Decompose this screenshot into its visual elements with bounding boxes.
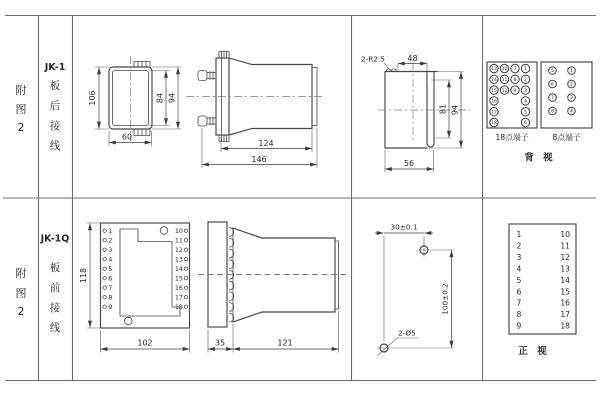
terminal-number: 13 xyxy=(491,67,497,73)
fig-label-char: 图 xyxy=(15,103,27,116)
table-cell: 17 xyxy=(560,310,570,320)
dim-text: 146 xyxy=(251,155,267,164)
fig-label-char: 附 xyxy=(15,267,27,280)
dim-extension xyxy=(384,236,424,341)
table-cell: 18 xyxy=(560,321,570,331)
terminal-number: 16 xyxy=(174,283,183,292)
terminal-number: 6 xyxy=(551,82,554,88)
terminal-dot xyxy=(103,258,106,261)
terminal-number: 1 xyxy=(524,67,527,73)
dim-text: 100±0.2 xyxy=(440,283,450,315)
terminal-diagram-18 xyxy=(487,62,537,142)
terminal-number: 9 xyxy=(108,302,113,311)
terminal-number: 3 xyxy=(524,88,527,94)
dim-text: 48 xyxy=(407,54,418,63)
terminal-dot xyxy=(184,296,187,299)
mounting-screw-shaft xyxy=(207,117,216,125)
terminal-number: 7 xyxy=(551,96,554,102)
dim-text: 81 xyxy=(438,103,448,115)
table-cell: 1 xyxy=(516,230,522,239)
terminal-number: 8 xyxy=(551,109,554,115)
radius-note: 2-R2.5 xyxy=(361,54,385,64)
wiring-label-char: 前 xyxy=(49,282,61,294)
terminal-dot xyxy=(103,239,106,242)
terminal-dot xyxy=(103,277,106,280)
terminal-number: 17 xyxy=(174,293,183,302)
table-cell: 13 xyxy=(560,264,570,274)
dim-text: 121 xyxy=(277,338,293,348)
dim-extension xyxy=(398,64,427,72)
table-cell: 14 xyxy=(560,275,570,285)
terminal-number: 6 xyxy=(524,121,527,127)
terminal-dot xyxy=(103,229,106,232)
dim-text: 35 xyxy=(214,338,226,348)
slot-foot xyxy=(427,141,434,148)
terminal-number: 17 xyxy=(491,110,497,116)
table-cell: 4 xyxy=(516,264,522,274)
mounting-hole xyxy=(160,227,168,235)
mounting-screw-shaft xyxy=(207,72,216,80)
terminal-number: 11 xyxy=(174,236,183,245)
note-leader xyxy=(378,338,419,356)
terminal-dot xyxy=(184,286,187,289)
dim-text: 84 xyxy=(155,92,165,104)
terminal-number: 4 xyxy=(570,109,573,115)
terminal-number: 15 xyxy=(174,274,183,283)
wiring-label-char: 接 xyxy=(49,302,61,314)
terminal-number: 9 xyxy=(513,88,517,94)
table-cell: 8 xyxy=(516,310,522,320)
terminal-number: 18 xyxy=(491,121,497,127)
mounting-screw-head xyxy=(198,71,207,81)
table-cell: 16 xyxy=(560,298,570,308)
dim-extension xyxy=(87,223,101,328)
terminal-number: 16 xyxy=(491,99,497,105)
terminal-number: 4 xyxy=(524,99,527,105)
terminal-dot xyxy=(184,305,187,308)
wiring-label-char: 线 xyxy=(49,140,61,152)
terminal-dot xyxy=(184,229,187,232)
jk1-side-view xyxy=(186,52,324,169)
wiring-label-char: 板 xyxy=(49,262,61,274)
terminal-dot xyxy=(184,248,187,251)
terminal-dot xyxy=(184,267,187,270)
terminal-number: 12 xyxy=(174,245,183,254)
wiring-label-char: 线 xyxy=(49,322,61,334)
bottom-row-header xyxy=(16,234,70,335)
terminal-number: 15 xyxy=(491,88,497,94)
table-cell: 10 xyxy=(560,230,570,239)
terminal-diagram-8 xyxy=(541,62,592,142)
dim-text: 106 xyxy=(88,90,97,106)
dim-extension xyxy=(95,67,109,129)
terminal-number: 2 xyxy=(108,236,113,245)
wiring-label-char: 后 xyxy=(49,100,61,112)
model-label: JK-1Q xyxy=(40,233,70,245)
dim-text: 60 xyxy=(121,132,133,142)
terminal-number: 1 xyxy=(570,69,573,75)
terminal-number: 18 xyxy=(174,302,183,311)
dim-text: 124 xyxy=(258,139,274,148)
back-view-label: 背 视 xyxy=(524,152,556,164)
table-cell: 9 xyxy=(516,321,522,331)
terminal-dot xyxy=(184,239,187,242)
terminal-number: 5 xyxy=(108,264,113,273)
top-row-header xyxy=(16,62,66,152)
terminal-dot xyxy=(184,258,187,261)
terminal-number: 1 xyxy=(108,226,113,235)
table-cell: 5 xyxy=(516,275,522,285)
terminal-number: 8 xyxy=(108,293,113,302)
wiring-label-char: 板 xyxy=(49,80,61,92)
wiring-label-char: 接 xyxy=(49,120,61,132)
dim-text: 56 xyxy=(403,159,415,168)
terminal-number: 10 xyxy=(174,226,183,235)
terminal-number: 3 xyxy=(108,245,113,254)
terminal-number: 6 xyxy=(108,274,113,283)
drilling-plan xyxy=(375,223,454,356)
terminal-number: 13 xyxy=(174,255,183,264)
dim-text: 118 xyxy=(79,267,88,284)
terminal-dot xyxy=(103,305,106,308)
terminal-dot xyxy=(103,248,106,251)
terminal-number: 3 xyxy=(570,96,573,102)
terminal-dot xyxy=(184,277,187,280)
dim-text: 94 xyxy=(167,92,177,104)
top-terminal-block xyxy=(134,62,150,68)
dim-text: 30±0.1 xyxy=(390,222,418,232)
top-terminal-block xyxy=(219,52,229,59)
terminal-dot xyxy=(103,296,106,299)
terminal-number: 2 xyxy=(524,78,527,83)
fig-label-char: 2 xyxy=(17,305,25,318)
terminal-dot xyxy=(103,267,106,270)
terminal-number: 12 xyxy=(501,88,508,94)
terminal-number: 7 xyxy=(108,283,113,292)
table-cell: 7 xyxy=(516,298,522,308)
mounting-hole xyxy=(125,317,133,325)
table-cell: 3 xyxy=(516,252,522,262)
table-cell: 12 xyxy=(560,252,570,262)
model-label: JK-1 xyxy=(44,62,66,73)
front-view-table xyxy=(509,224,576,357)
terminal-number: 11 xyxy=(501,78,508,83)
table-cell: 6 xyxy=(516,287,522,297)
terminal-number: 2 xyxy=(570,82,573,88)
terminal-number: 14 xyxy=(491,78,497,83)
dim-text: 94 xyxy=(450,104,460,116)
terminal-number: 4 xyxy=(108,255,113,264)
mounting-screw-head xyxy=(198,116,207,126)
terminal-number: 14 xyxy=(174,264,183,273)
fig-label-char: 2 xyxy=(17,121,25,134)
terminal-number: 10 xyxy=(501,67,508,73)
hole-crosshair xyxy=(418,244,455,257)
fig-label-char: 图 xyxy=(15,287,27,300)
holes-note: 2-Ø5 xyxy=(398,328,416,338)
terminal-number: 8 xyxy=(513,78,517,83)
bottom-terminal-block xyxy=(134,129,150,136)
note-leader xyxy=(384,63,390,70)
terminal-number: 5 xyxy=(551,69,554,75)
table-cell: 11 xyxy=(560,241,570,251)
front-view-label: 正 视 xyxy=(518,346,550,357)
jk1q-side-view xyxy=(198,222,346,353)
terminal-number: 5 xyxy=(524,110,527,116)
table-cell: 15 xyxy=(560,287,570,297)
dim-text: 102 xyxy=(137,338,153,348)
terminal-8-label: 8点端子 xyxy=(552,133,581,142)
jk1q-front-view xyxy=(79,223,190,353)
terminal-dot xyxy=(103,286,106,289)
fig-label-char: 附 xyxy=(15,84,27,97)
jk1-front-view xyxy=(88,56,182,146)
inner-step-outline xyxy=(120,229,180,316)
table-cell: 2 xyxy=(516,241,522,251)
bottom-terminal-block xyxy=(219,135,229,142)
terminal-18-label: 18点端子 xyxy=(495,133,529,142)
panel-cutout-drawing xyxy=(361,54,470,173)
terminal-number: 7 xyxy=(513,67,517,73)
